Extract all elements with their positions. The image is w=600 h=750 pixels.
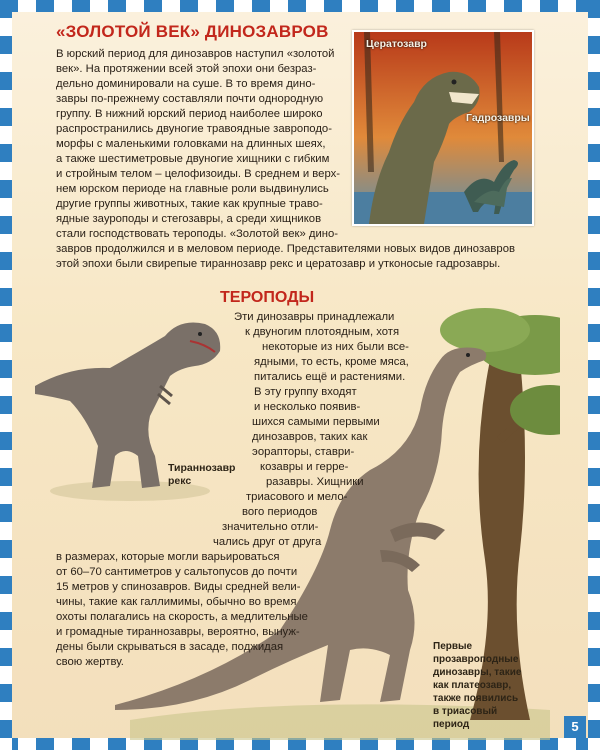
hadrosaurs-caption: Гадрозавры (466, 112, 530, 124)
text-line: группу. В нижний юрский период наиболее широко (56, 108, 323, 120)
text-line: триасового и мело- (246, 491, 348, 503)
trex-caption (168, 462, 235, 488)
text-line: шихся самыми первыми (252, 416, 380, 428)
text-line: чины, такие как галлимимы, обычно во время (56, 596, 297, 608)
text-line: и стройным телом – целофизоиды. В среднем и верх- (56, 168, 341, 180)
text-line: дены были скрываться в засаде, поджидая (56, 641, 284, 653)
text-line: и громадные тираннозавры, вероятно, вынуж- (56, 626, 300, 638)
text-line: вого периодов (242, 506, 318, 518)
text-line: завры по-прежнему составляли почти однородную (56, 93, 324, 105)
text-line: В эту группу входят (254, 386, 357, 398)
text-line: стали господствовать тероподы. «Золотой век» дино- (56, 228, 339, 240)
text-line: разавры. Хищники (266, 476, 364, 488)
text-line: козавры и герре- (260, 461, 349, 473)
text-line: от 60–70 сантиметров у сальтопусов до почти (56, 566, 298, 578)
plateosaurus-caption-line: также появились (433, 693, 519, 704)
ceratosaurus-photo (352, 30, 534, 226)
text-line: питались ещё и растениями. (254, 371, 406, 383)
text-line: а также шестиметровые двуногие хищники с гибким (56, 153, 330, 165)
text-line: этой эпохи были свирепые тираннозавр рекс и цератозавр и утконосые гадрозавры. (56, 258, 501, 270)
text-line: чались друг от друга (213, 536, 322, 548)
text-line: к двуногим плотоядным, хотя (245, 326, 400, 338)
text-line: В юрский период для динозавров наступил «золотой (56, 48, 335, 60)
section-title-theropods: ТЕРОПОДЫ (220, 289, 315, 306)
text-line: дельно доминировали на суше. В то время дино- (56, 78, 316, 90)
text-line: ядные зауроподы и стегозавры, а среди хищников (56, 213, 322, 225)
ceratosaurus-caption: Цератозавр (366, 38, 427, 50)
text-line: ядными, то есть, кроме мяса, (254, 356, 409, 368)
text-line: нем юрском периоде на главные роли выдвинулись (56, 183, 329, 195)
text-line: эорапторы, ставри- (252, 446, 355, 458)
plateosaurus-caption (433, 640, 521, 731)
text-line: 15 метров у спинозавров. Виды средней вели- (56, 581, 301, 593)
text-line: значительно отли- (222, 521, 319, 533)
trex-caption-line: Тираннозавр (168, 462, 236, 474)
text-line: другие группы животных, такие как крупные траво- (56, 198, 323, 210)
text-line: охоты полагались на скорость, а медлительные (56, 611, 308, 623)
text-line: завров продолжился и в меловом периоде. Представителями новых видов динозавров (56, 243, 515, 255)
plateosaurus-caption-line: Первые (433, 641, 473, 652)
plateosaurus-caption-line: прозавроподные (433, 654, 519, 665)
text-line: некоторые из них были все- (262, 341, 409, 353)
text-line: свою жертву. (56, 656, 124, 668)
text-line: в размерах, которые могли варьироваться (56, 551, 280, 563)
text-line: и несколько появив- (254, 401, 361, 413)
plateosaurus-caption-line: динозавры, такие (433, 667, 522, 678)
checkered-border-left (0, 0, 12, 750)
text-line: век». На протяжении всей этой эпохи они безраз- (56, 63, 317, 75)
plateosaurus-caption-line: в триасовый (433, 706, 498, 717)
text-line: динозавров, таких как (252, 431, 368, 443)
text-line: Эти динозавры принадлежали (234, 311, 395, 323)
checkered-border-right (588, 0, 600, 750)
plateosaurus-caption-line: период (433, 719, 470, 730)
checkered-border-top (0, 0, 600, 12)
page-title: «ЗОЛОТОЙ ВЕК» ДИНОЗАВРОВ (56, 22, 329, 41)
text-line: морфы с маленькими головками на длинных шеях, (56, 138, 326, 150)
text-line: распространились двуногие травоядные завроподо- (56, 123, 332, 135)
plateosaurus-caption-line: как платеозавр, (433, 680, 512, 691)
page-number: 5 (564, 716, 586, 738)
trex-caption-line: рекс (168, 475, 192, 487)
